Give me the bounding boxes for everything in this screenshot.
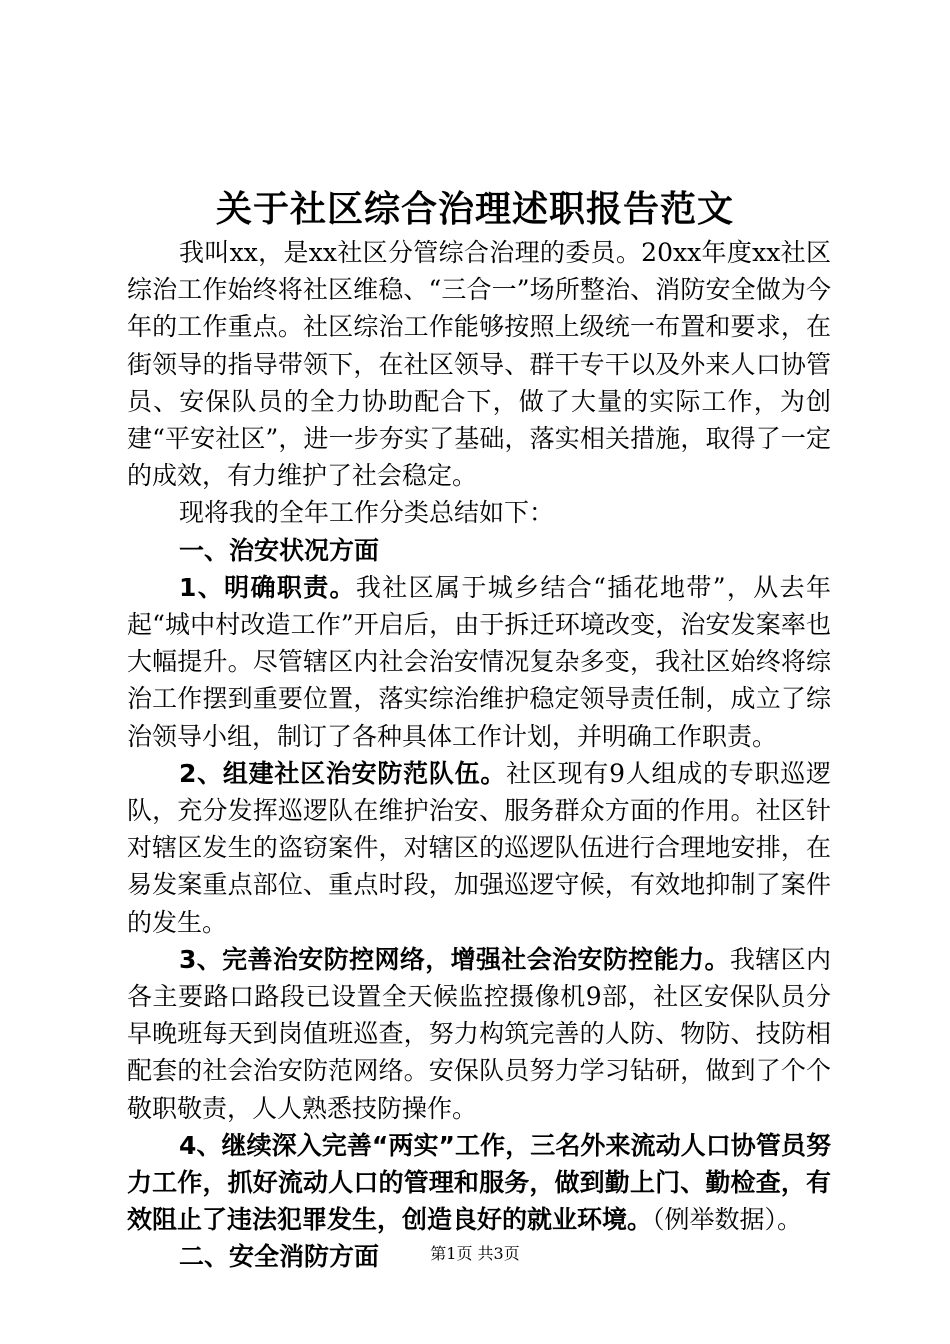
item-2-lead: 2、组建社区治安防范队伍。 (179, 758, 507, 788)
item-1-text: 我社区属于城乡结合“插花地带”，从去年起“城中村改造工作”开启后，由于拆迁环境改变，治安发案率也大幅提升。尽管辖区内社会治安情况复杂多变，我社区始终将综治工作摆到重要位置，落实综治维护稳定领导责任制，成立了综治领导小组，制订了各种具体工作计划，并明确工作职责。 (127, 572, 831, 751)
item-3-text: 我辖区内各主要路口路段已设置全天候监控摄像机9部，社区安保队员分早晚班每天到岗值班巡查，努力构筑完善的人防、物防、技防相配套的社会治安防范网络。安保队员努力学习钻研，做到了个个敬职敬责，人人熟悉技防操作。 (127, 944, 831, 1123)
item-2-paragraph (127, 755, 831, 941)
item-3-lead: 3、完善治安防控网络，增强社会治安防控能力。 (179, 944, 730, 974)
section-heading-fire-safety: 二、安全消防方面 (179, 1242, 380, 1272)
item-2-text: 社区现有9人组成的专职巡逻队，充分发挥巡逻队在维护治安、服务群众方面的作用。社区针对辖区发生的盗窃案件，对辖区的巡逻队伍进行合理地安排，在易发案重点部位、重点时段，加强巡逻守候，有效地抑制了案件的发生。 (127, 758, 831, 937)
page-number-footer: 第1页 共3页 (430, 1244, 520, 1263)
item-4-paragraph (127, 1127, 831, 1239)
item-4-text: （例举数据）。 (652, 1205, 803, 1235)
section-heading-public-security: 一、治安状况方面 (179, 535, 380, 565)
intro-paragraph: 我叫xx，是xx社区分管综合治理的委员。20xx年度xx社区综治工作始终将社区维稳、“三合一”场所整治、消防安全做为今年的工作重点。社区综治工作能够按照上级统一布置和要求，在街领导的指导带领下，在社区领导、群干专干以及外来人口协管员、安保队员的全力协助配合下，做了大量的实际工作，为创建“平安社区”，进一步夯实了基础，落实相关措施，取得了一定的成效，有力维护了社会稳定。 (127, 238, 831, 491)
summary-line: 现将我的全年工作分类总结如下： (179, 498, 555, 528)
item-1-lead: 1、明确职责。 (179, 572, 356, 602)
item-1-paragraph (127, 569, 831, 755)
item-4-lead: 4、继续深入完善“两实”工作，三名外来流动人口协管员努力工作，抓好流动人口的管理和服务，做到勤上门、勤检查，有效阻止了违法犯罪发生，创造良好的就业环境。 (127, 1130, 831, 1235)
document-title: 关于社区综合治理述职报告范文 (215, 188, 734, 230)
document-body (127, 234, 831, 1276)
item-3-paragraph (127, 941, 831, 1127)
